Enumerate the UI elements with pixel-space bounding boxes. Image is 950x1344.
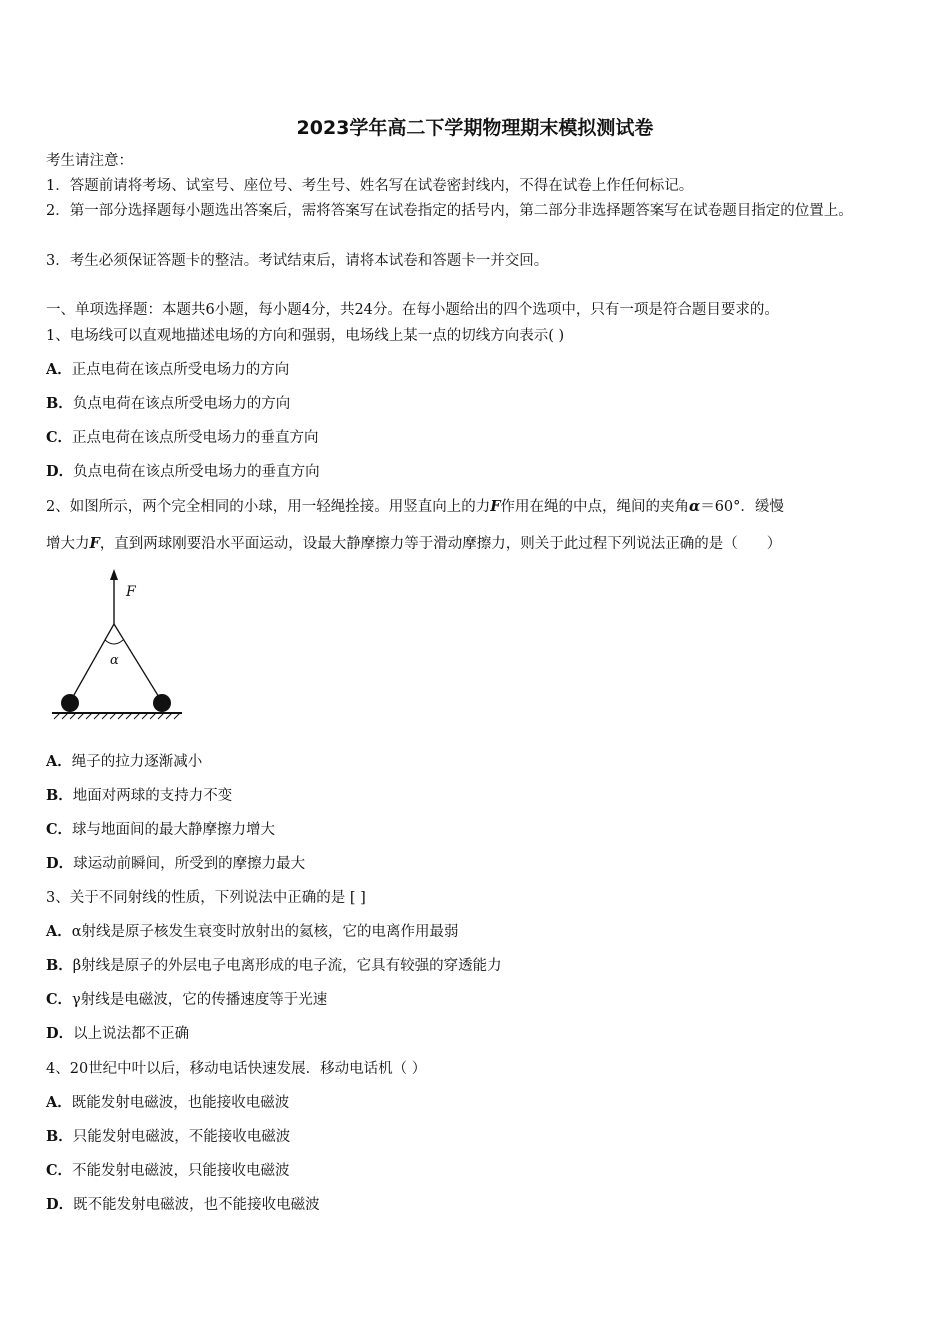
q1-option-d bbox=[46, 461, 906, 483]
option-letter: D． bbox=[46, 1025, 74, 1042]
option-letter: D． bbox=[46, 855, 74, 872]
question-2-stem-line2 bbox=[46, 533, 906, 555]
option-letter: C． bbox=[46, 1162, 73, 1179]
force-label: F bbox=[126, 584, 136, 600]
section-heading: 一、单项选择题：本题共6小题，每小题4分，共24分。在每小题给出的四个选项中，只有一项是符合题目要求的。 bbox=[46, 302, 779, 318]
option-text: 既不能发射电磁波，也不能接收电磁波 bbox=[73, 1197, 320, 1213]
option-letter: B． bbox=[46, 1128, 73, 1145]
notice-item-1: 1．答题前请将考场、试室号、座位号、考生号、姓名写在试卷密封线内，不得在试卷上作任何标记。 bbox=[46, 178, 694, 194]
q4-option-a bbox=[46, 1092, 906, 1114]
option-text: α射线是原子核发生衰变时放射出的氦核，它的电离作用最弱 bbox=[71, 924, 459, 940]
question-3-stem: 3、关于不同射线的性质，下列说法中正确的是 [ ] bbox=[46, 890, 366, 906]
q2-option-a bbox=[46, 751, 906, 773]
angle-label: α bbox=[110, 653, 119, 668]
right-rope bbox=[114, 624, 162, 702]
option-text: 负点电荷在该点所受电场力的垂直方向 bbox=[73, 464, 320, 480]
option-text: 只能发射电磁波，不能接收电磁波 bbox=[72, 1129, 291, 1145]
q1-option-c bbox=[46, 427, 906, 449]
notice-item-2: 2．第一部分选择题每小题选出答案后，需将答案写在试卷指定的括号内，第二部分非选择题答案写在试卷题目指定的位置上。 bbox=[46, 203, 853, 219]
stem-text: ，直到两球刚要沿水平面运动，设最大静摩擦力等于滑动摩擦力，则关于此过程下列说法正确的是（ ） bbox=[99, 536, 782, 552]
option-text: γ射线是电磁波，它的传播速度等于光速 bbox=[72, 992, 328, 1008]
option-letter: A． bbox=[46, 753, 72, 770]
q3-option-c bbox=[46, 989, 906, 1011]
option-text: β射线是原子的外层电子电离形成的电子流，它具有较强的穿透能力 bbox=[72, 958, 502, 974]
question-4-stem: 4、20世纪中叶以后，移动电话快速发展．移动电话机（ ） bbox=[46, 1061, 427, 1077]
question-1-stem: 1、电场线可以直观地描述电场的方向和强弱，电场线上某一点的切线方向表示( ) bbox=[46, 328, 565, 344]
option-letter: A． bbox=[46, 1094, 72, 1111]
option-text: 球运动前瞬间，所受到的摩擦力最大 bbox=[73, 856, 306, 872]
q4-option-b bbox=[46, 1126, 906, 1148]
q2-option-d bbox=[46, 853, 906, 875]
q3-option-b bbox=[46, 955, 906, 977]
angle-arc bbox=[105, 640, 123, 644]
q2-option-c bbox=[46, 819, 906, 841]
force-symbol: F bbox=[89, 535, 100, 552]
force-symbol: F bbox=[490, 498, 501, 515]
option-text: 正点电荷在该点所受电场力的垂直方向 bbox=[72, 430, 319, 446]
option-letter: B． bbox=[46, 787, 73, 804]
right-ball bbox=[153, 694, 171, 712]
option-letter: D． bbox=[46, 463, 74, 480]
two-balls-rope-figure bbox=[48, 566, 190, 722]
alpha-symbol: α bbox=[689, 498, 701, 515]
option-letter: A． bbox=[46, 361, 72, 378]
option-letter: B． bbox=[46, 957, 73, 974]
stem-text: 增大力 bbox=[46, 536, 90, 552]
option-letter: C． bbox=[46, 991, 73, 1008]
option-text: 正点电荷在该点所受电场力的方向 bbox=[71, 362, 290, 378]
option-letter: D． bbox=[46, 1196, 74, 1213]
notice-item-3: 3．考生必须保证答题卡的整洁。考试结束后，请将本试卷和答题卡一并交回。 bbox=[46, 253, 549, 269]
option-text: 地面对两球的支持力不变 bbox=[72, 788, 233, 804]
option-text: 绳子的拉力逐渐减小 bbox=[71, 754, 203, 770]
option-text: 球与地面间的最大静摩擦力增大 bbox=[72, 822, 276, 838]
q3-option-d bbox=[46, 1023, 906, 1045]
notice-heading: 考生请注意： bbox=[46, 153, 133, 169]
q2-option-b bbox=[46, 785, 906, 807]
page-title: 2023学年高二下学期物理期末模拟测试卷 bbox=[296, 117, 654, 139]
option-text: 不能发射电磁波，只能接收电磁波 bbox=[72, 1163, 290, 1179]
q4-option-d bbox=[46, 1194, 906, 1216]
option-text: 既能发射电磁波，也能接收电磁波 bbox=[71, 1095, 290, 1111]
stem-text: ＝60°．缓慢 bbox=[700, 499, 784, 515]
force-arrowhead bbox=[110, 569, 118, 580]
option-letter: A． bbox=[46, 923, 72, 940]
option-text: 以上说法都不正确 bbox=[73, 1026, 190, 1042]
left-rope bbox=[70, 624, 114, 702]
option-letter: C． bbox=[46, 429, 73, 446]
question-2-stem-line1 bbox=[46, 496, 906, 518]
stem-text: 2、如图所示，两个完全相同的小球，用一轻绳拴接。用竖直向上的力 bbox=[46, 499, 491, 515]
q3-option-a bbox=[46, 921, 906, 943]
option-letter: B． bbox=[46, 395, 73, 412]
q1-option-b bbox=[46, 393, 906, 415]
option-text: 负点电荷在该点所受电场力的方向 bbox=[72, 396, 291, 412]
option-letter: C． bbox=[46, 821, 73, 838]
left-ball bbox=[61, 694, 79, 712]
stem-text: 作用在绳的中点，绳间的夹角 bbox=[500, 499, 690, 515]
q1-option-a bbox=[46, 359, 906, 381]
q4-option-c bbox=[46, 1160, 906, 1182]
